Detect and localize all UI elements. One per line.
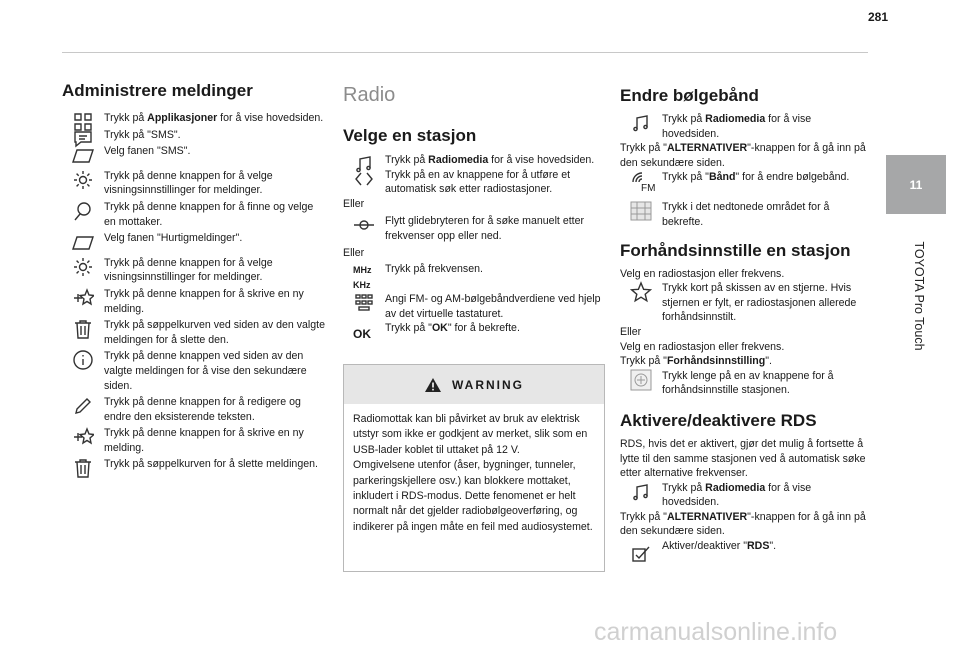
preset-intro: Velg en radiostasjon eller frekvens.: [620, 267, 785, 280]
ok-icon: OK: [353, 327, 371, 342]
step-band: FM Trykk på "Bånd" for å endre bølgebånd.: [620, 170, 866, 200]
music-note-icon: [630, 112, 652, 134]
message-step: Trykk på søppelkurven for å slette meldingen.: [62, 457, 327, 472]
message-step: Trykk på denne knappen for å skrive en ny melding.: [62, 426, 327, 455]
trash-icon: [72, 318, 94, 340]
message-step: Velg fanen "SMS".: [62, 144, 327, 159]
new-message-icon: [72, 426, 94, 448]
pencil-icon: [72, 395, 94, 417]
checkbox-icon: [630, 543, 652, 565]
header-divider: [62, 52, 868, 53]
tab-shape-icon: [72, 144, 94, 166]
info-icon: [72, 349, 94, 371]
step-star: Trykk kort på skissen av en stjerne. Hvis stjernen er fylt, er radiostasjonen allerede forhåndsinnstilt.: [620, 281, 866, 325]
grid-area-icon: [630, 200, 652, 222]
section-heading-rds: Aktivere/deaktivere RDS: [620, 410, 817, 430]
warning-triangle-icon: [424, 377, 442, 393]
step-radiomedia: Trykk på Radiomedia for å vise hovedsiden.: [343, 153, 605, 168]
column-radio: [343, 80, 605, 342]
music-note-icon: [630, 481, 652, 503]
section-heading-messages: Administrere meldinger: [62, 81, 253, 100]
settings-gear-icon: [72, 169, 94, 191]
message-step: Trykk på denne knappen for å velge visningsinnstillinger for meldinger.: [62, 169, 327, 198]
slider-icon: [353, 214, 375, 236]
message-step: Trykk på denne knappen for å finne og velge en mottaker.: [62, 200, 327, 229]
fm-radio-icon: FM: [630, 170, 652, 192]
step-long-press: Trykk lenge på en av knappene for å forhåndsinnstille stasjonen.: [620, 369, 866, 398]
keyboard-icon: [353, 292, 375, 314]
warning-box: [343, 364, 605, 572]
chapter-tab: [886, 155, 946, 214]
chapter-heading-radio: Radio: [343, 84, 396, 106]
preset-press: Trykk på "Forhåndsinnstilling".: [620, 355, 772, 368]
message-step: Trykk på denne knappen for å velge visningsinnstillinger for meldinger.: [62, 256, 327, 285]
warning-paragraph: Radiomottak kan bli påvirket av bruk av elektrisk utstyr som ikke er godkjent av merket, slik som en USB-lader koblet til uttaket på 12 V.: [353, 413, 588, 456]
rds-intro: RDS, hvis det er aktivert, gjør det mulig å fortsette å lytte til den samme stasjonen ved å automatisk søke etter alternative frekvenser.: [620, 437, 866, 480]
message-step: Trykk på søppelkurven ved siden av den valgte meldingen for å slette den.: [62, 318, 327, 347]
message-step: Trykk på "SMS".: [62, 128, 327, 143]
trash-icon: [72, 457, 94, 479]
tab-shape-icon: [72, 231, 94, 253]
section-heading-preset: Forhåndsinnstille en stasjon: [620, 240, 851, 260]
or-label-2: Eller: [343, 246, 365, 259]
step-auto-search: Trykk på en av knappene for å utføre et automatisk søk etter radiostasjoner.: [343, 168, 605, 197]
message-step: Velg fanen "Hurtigmeldinger".: [62, 231, 327, 246]
message-step: Trykk på Applikasjoner for å vise hovedsiden.: [62, 111, 327, 126]
section-heading-waveband: Endre bølgebånd: [620, 86, 759, 105]
warning-text: [344, 404, 604, 543]
section-heading-select-station: Velge en stasjon: [343, 126, 477, 145]
warning-header: [344, 365, 604, 404]
chapter-number: 11: [909, 177, 923, 192]
step-greyed-area: Trykk i det nedtonede området for å bekrefte.: [620, 200, 866, 229]
chapter-title: TOYOTA Pro Touch: [912, 241, 926, 351]
step-options-1: Trykk på "ALTERNATIVER"-knappen for å gå inn på den sekundære siden.: [620, 142, 866, 169]
step-rds-toggle: Aktiver/deaktiver "RDS".: [620, 539, 866, 554]
step-keyboard: Angi FM- og AM-bølgebåndverdiene ved hjelp av det virtuelle tastaturet.: [343, 292, 605, 321]
step-radiomedia-3: Trykk på Radiomedia for å vise hovedsiden.: [620, 481, 866, 510]
step-slider: Flytt glidebryteren for å søke manuelt etter frekvenser opp eller ned.: [343, 214, 605, 243]
step-options-2: Trykk på "ALTERNATIVER"-knappen for å gå inn på den sekundære siden.: [620, 510, 866, 538]
star-outline-icon: [630, 281, 652, 303]
step-radiomedia-2: Trykk på Radiomedia for å vise hovedsiden.: [620, 112, 866, 141]
new-message-icon: [72, 287, 94, 309]
search-icon: [72, 200, 94, 222]
mhz-khz-icon: MHz KHz: [353, 265, 372, 290]
message-step: Trykk på denne knappen for å skrive en ny melding.: [62, 287, 327, 316]
warning-title: WARNING: [452, 377, 524, 392]
message-steps: [62, 111, 327, 472]
column-waveband: [620, 80, 866, 554]
warning-paragraph: Omgivelsene utenfor (åser, bygninger, tunneler, parkeringskjellere osv.) kan blokkere mottaket, inkludert i RDS-modus. Dette fenomenet er helt normalt når det gjelder radiobølgeoverføring, og indikerer på ingen måte en feil med audiosystemet.: [353, 459, 593, 533]
preset-select: Velg en radiostasjon eller frekvens.: [620, 340, 785, 353]
page-number: 281: [868, 10, 889, 24]
or-label-3: Eller: [620, 325, 642, 338]
step-frequency: MHz KHz Trykk på frekvensen.: [353, 263, 483, 290]
step-ok: OK Trykk på "OK" for å bekrefte.: [343, 321, 605, 336]
message-step: Trykk på denne knappen for å redigere og endre den eksisterende teksten.: [62, 395, 327, 424]
watermark: carmanualsonline.info: [594, 618, 838, 646]
settings-gear-icon: [72, 256, 94, 278]
message-step: Trykk på denne knappen ved siden av den valgte meldingen for å vise den sekundære siden.: [62, 349, 327, 393]
or-label-1: Eller: [343, 197, 365, 210]
add-preset-icon: [630, 369, 652, 391]
column-messages: [62, 80, 327, 474]
chevron-left-right-icon: [353, 168, 375, 190]
